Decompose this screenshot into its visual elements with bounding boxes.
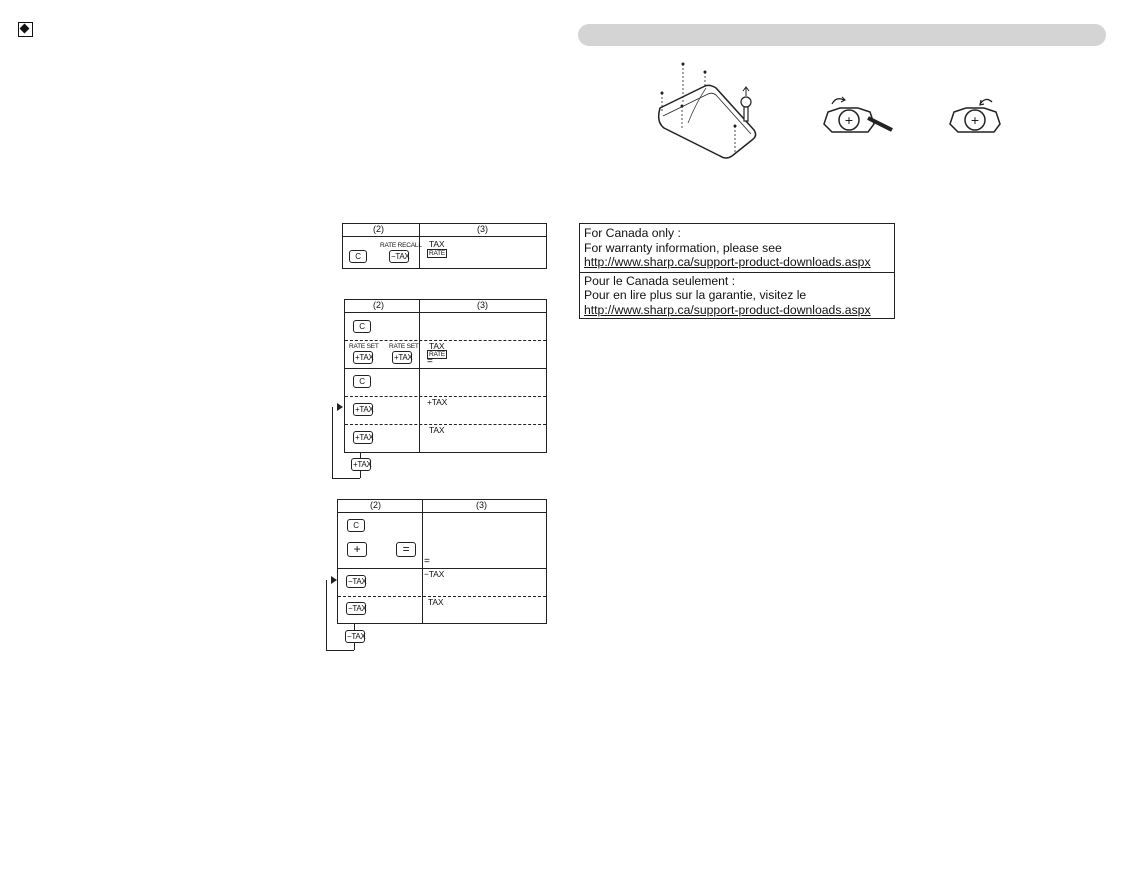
section-diamond-icon: [18, 22, 33, 37]
display-rate-indicator: RATE: [429, 250, 446, 257]
display-tax-indicator: TAX: [429, 341, 445, 351]
tax-minus-key-icon: −TAX: [348, 604, 367, 613]
display-tax-minus-indicator: −TAX: [424, 569, 445, 579]
tax-minus-key-icon: −TAX: [391, 252, 410, 261]
column-header-3: (3): [477, 224, 488, 234]
warranty-text-fr: Pour en lire plus sur la garantie, visitez le: [584, 288, 807, 302]
column-header-2: (2): [373, 224, 384, 234]
plus-key-icon: +: [347, 542, 367, 557]
calculator-back-screws-icon: [650, 58, 762, 163]
battery-insertion-icon: [946, 94, 1006, 140]
tax-minus-table: [337, 499, 547, 624]
clear-key-icon: C: [349, 250, 367, 263]
column-header-2: (2): [370, 500, 381, 510]
tax-plus-key-icon: +TAX: [355, 405, 374, 414]
warranty-link-en[interactable]: http://www.sharp.ca/support-product-downloads.aspx: [584, 255, 871, 269]
tax-plus-key-icon: +TAX: [355, 353, 374, 362]
section-title-banner: [578, 24, 1106, 46]
display-tax-indicator: TAX: [429, 239, 445, 249]
display-tax-indicator: TAX: [428, 597, 444, 607]
equals-key-icon: =: [396, 542, 416, 557]
column-divider: [422, 500, 423, 623]
table-header: [338, 500, 546, 513]
repeat-loop-line: [326, 580, 327, 650]
tax-rate-set-table: [344, 299, 547, 453]
tax-minus-key-icon: −TAX: [347, 632, 366, 641]
clear-key-icon: C: [353, 320, 371, 333]
warranty-divider: [580, 272, 894, 273]
repeat-loop-line: [354, 643, 355, 650]
repeat-loop-line: [332, 407, 333, 478]
column-header-2: (2): [373, 300, 384, 310]
column-header-3: (3): [477, 300, 488, 310]
display-rate-indicator: RATE: [429, 351, 446, 358]
display-equals-indicator: =: [427, 356, 433, 367]
canada-warranty-notice: [579, 223, 895, 319]
clear-key-icon: C: [347, 519, 365, 532]
battery-removal-icon: [818, 94, 896, 140]
display-equals-indicator: =: [424, 556, 430, 567]
display-tax-indicator: TAX: [429, 425, 445, 435]
tax-plus-key-icon: +TAX: [353, 460, 372, 469]
column-divider: [419, 300, 420, 452]
row-separator: [345, 368, 546, 369]
tax-rate-recall-table: [342, 223, 547, 269]
tax-plus-key-icon: +TAX: [355, 433, 374, 442]
warranty-link-fr[interactable]: http://www.sharp.ca/support-product-downloads.aspx: [584, 302, 871, 317]
repeat-loop-line: [332, 478, 360, 479]
svg-text:+: +: [844, 114, 854, 127]
tax-minus-key-icon: −TAX: [348, 577, 367, 586]
key-label-rate-set: RATE SET: [389, 343, 419, 350]
key-label-rate-recall: RATE RECALL: [380, 242, 422, 249]
column-header-3: (3): [476, 500, 487, 510]
row-separator: [345, 340, 546, 341]
warranty-heading-fr: Pour le Canada seulement :: [584, 273, 736, 288]
tax-plus-key-icon: +TAX: [394, 353, 413, 362]
warranty-heading-en: For Canada only :: [584, 226, 681, 240]
warranty-text-en: For warranty information, please see: [584, 240, 782, 255]
repeat-loop-line: [326, 650, 354, 651]
loop-arrow-icon: [331, 576, 337, 584]
loop-arrow-icon: [337, 403, 343, 411]
svg-text:+: +: [970, 114, 980, 127]
clear-key-icon: C: [353, 375, 371, 388]
row-separator: [345, 424, 546, 425]
display-tax-plus-indicator: +TAX: [427, 397, 448, 407]
table-header: [345, 300, 546, 313]
table-header: [343, 224, 546, 237]
key-label-rate-set: RATE SET: [349, 343, 379, 350]
repeat-loop-line: [360, 471, 361, 478]
